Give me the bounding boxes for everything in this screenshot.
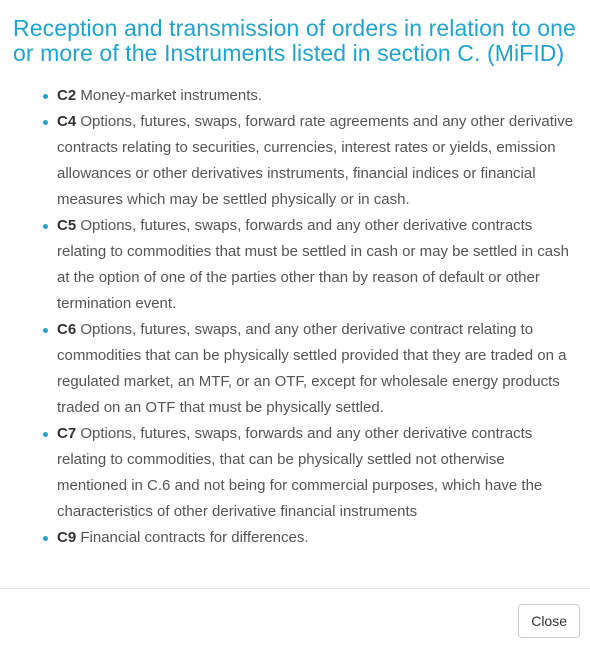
list-item-c9 bbox=[57, 525, 577, 551]
modal-title: Reception and transmission of orders in relation to one or more of the Instruments listed in section C. (MiFID) bbox=[13, 15, 576, 66]
instrument-code: C6 bbox=[57, 321, 77, 338]
bullet-icon bbox=[43, 536, 48, 541]
bullet-icon bbox=[43, 328, 48, 333]
close-button[interactable]: Close bbox=[518, 604, 580, 638]
instrument-code: C9 bbox=[57, 529, 77, 546]
instrument-description: Options, futures, swaps, forwards and any other derivative contracts relating to commodities that must be settled in cash or may be settled in cash at the option of one of the parties other than by reason of default or other termination event. bbox=[57, 217, 569, 312]
list-item-c2 bbox=[57, 83, 577, 109]
list-item-c7 bbox=[57, 421, 577, 525]
instrument-code: C5 bbox=[57, 217, 77, 234]
list-item-c6 bbox=[57, 317, 577, 421]
instrument-description: Options, futures, swaps, forwards and any other derivative contracts relating to commodities, that can be physically settled not otherwise mentioned in C.6 and not being for commercial purposes, which have the characteristics of other derivative financial instruments bbox=[57, 425, 543, 520]
bullet-icon bbox=[43, 432, 48, 437]
instrument-list bbox=[13, 83, 577, 551]
list-item-c5 bbox=[57, 213, 577, 317]
bullet-icon bbox=[43, 94, 48, 99]
instrument-description: Options, futures, swaps, and any other derivative contract relating to commodities that can be physically settled provided that they are traded on a regulated market, an MTF, or an OTF, except for wholesale energy products traded on an OTF that must be physically settled. bbox=[57, 321, 567, 416]
list-item-c4 bbox=[57, 109, 577, 213]
instrument-description: Options, futures, swaps, forward rate agreements and any other derivative contracts relating to securities, currencies, interest rates or yields, emission allowances or other derivatives instruments, financial indices or financial measures which may be settled physically or in cash. bbox=[57, 113, 574, 208]
instrument-code: C2 bbox=[57, 87, 77, 104]
bullet-icon bbox=[43, 224, 48, 229]
instrument-description: Financial contracts for differences. bbox=[80, 529, 309, 546]
bullet-icon bbox=[43, 120, 48, 125]
instrument-code: C4 bbox=[57, 113, 77, 130]
instrument-code: C7 bbox=[57, 425, 77, 442]
modal-footer bbox=[0, 588, 590, 652]
instrument-description: Money-market instruments. bbox=[80, 87, 263, 104]
